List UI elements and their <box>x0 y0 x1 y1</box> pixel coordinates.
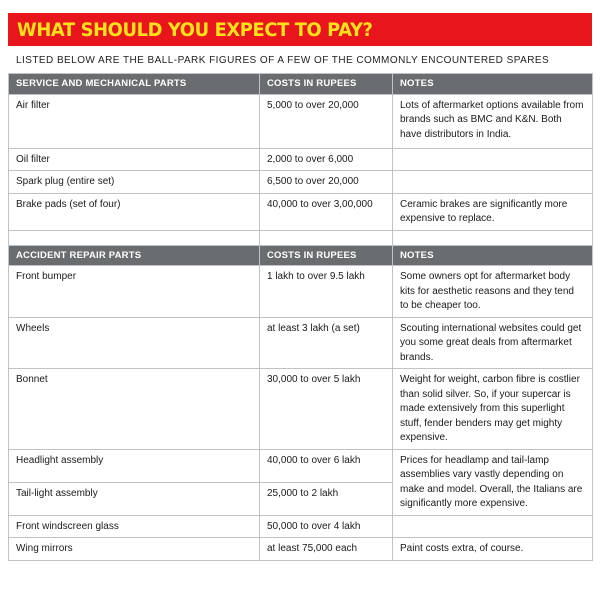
page <box>0 13 600 614</box>
cost-cell: 25,000 to 2 lakh <box>260 482 393 515</box>
accident-header-notes: NOTES <box>393 245 593 266</box>
table-row <box>9 171 593 194</box>
part-cell: Front bumper <box>9 266 260 318</box>
part-cell: Wing mirrors <box>9 538 260 561</box>
accident-header-row <box>9 245 593 266</box>
cost-cell: 5,000 to over 20,000 <box>260 94 393 148</box>
cost-cell: 40,000 to over 3,00,000 <box>260 193 393 230</box>
notes-cell: Lots of aftermarket options available from brands such as BMC and K&N. Both have distributors in India. <box>393 94 593 148</box>
cost-cell: 2,000 to over 6,000 <box>260 148 393 171</box>
part-cell: Brake pads (set of four) <box>9 193 260 230</box>
table-row <box>9 317 593 369</box>
part-cell: Spark plug (entire set) <box>9 171 260 194</box>
title-banner <box>8 13 592 46</box>
part-cell: Wheels <box>9 317 260 369</box>
section-spacer <box>9 230 593 245</box>
cost-cell: 30,000 to over 5 lakh <box>260 369 393 450</box>
cost-cell: at least 3 lakh (a set) <box>260 317 393 369</box>
cost-cell: 50,000 to over 4 lakh <box>260 515 393 538</box>
table-row <box>9 369 593 450</box>
service-header-row <box>9 74 593 95</box>
service-header-cost: COSTS IN RUPEES <box>260 74 393 95</box>
table-row <box>9 94 593 148</box>
part-cell: Air filter <box>9 94 260 148</box>
notes-cell: Scouting international websites could get you some great deals from aftermarket brands. <box>393 317 593 369</box>
notes-cell: Weight for weight, carbon fibre is costlier than solid silver. So, if your supercar is made extensively from this superlight stuff, fender benders may get mighty expensive. <box>393 369 593 450</box>
part-cell: Front windscreen glass <box>9 515 260 538</box>
part-cell: Oil filter <box>9 148 260 171</box>
table-row <box>9 449 593 482</box>
notes-cell: Paint costs extra, of course. <box>393 538 593 561</box>
table-row <box>9 515 593 538</box>
service-header-part: SERVICE AND MECHANICAL PARTS <box>9 74 260 95</box>
accident-header-part: ACCIDENT REPAIR PARTS <box>9 245 260 266</box>
notes-cell <box>393 148 593 171</box>
cost-cell: 1 lakh to over 9.5 lakh <box>260 266 393 318</box>
notes-cell <box>393 515 593 538</box>
accident-header-cost: COSTS IN RUPEES <box>260 245 393 266</box>
part-cell: Tail-light assembly <box>9 482 260 515</box>
notes-cell: Prices for headlamp and tail-lamp assemblies vary vastly depending on make and model. Overall, the Italians are significantly more expensive. <box>393 449 593 515</box>
notes-cell <box>393 171 593 194</box>
part-cell: Bonnet <box>9 369 260 450</box>
notes-cell: Ceramic brakes are significantly more expensive to replace. <box>393 193 593 230</box>
notes-cell: Some owners opt for aftermarket body kits for aesthetic reasons and they tend to be cheaper too. <box>393 266 593 318</box>
service-header-notes: NOTES <box>393 74 593 95</box>
part-cell: Headlight assembly <box>9 449 260 482</box>
table-row <box>9 193 593 230</box>
page-title: WHAT SHOULD YOU EXPECT TO PAY? <box>17 18 373 41</box>
cost-cell: 6,500 to over 20,000 <box>260 171 393 194</box>
table-row <box>9 148 593 171</box>
spares-cost-table <box>8 73 593 561</box>
subtitle: LISTED BELOW ARE THE BALL-PARK FIGURES OF A FEW OF THE COMMONLY ENCOUNTERED SPARES <box>16 55 550 66</box>
table-row <box>9 266 593 318</box>
table-row <box>9 538 593 561</box>
cost-cell: 40,000 to over 6 lakh <box>260 449 393 482</box>
cost-cell: at least 75,000 each <box>260 538 393 561</box>
